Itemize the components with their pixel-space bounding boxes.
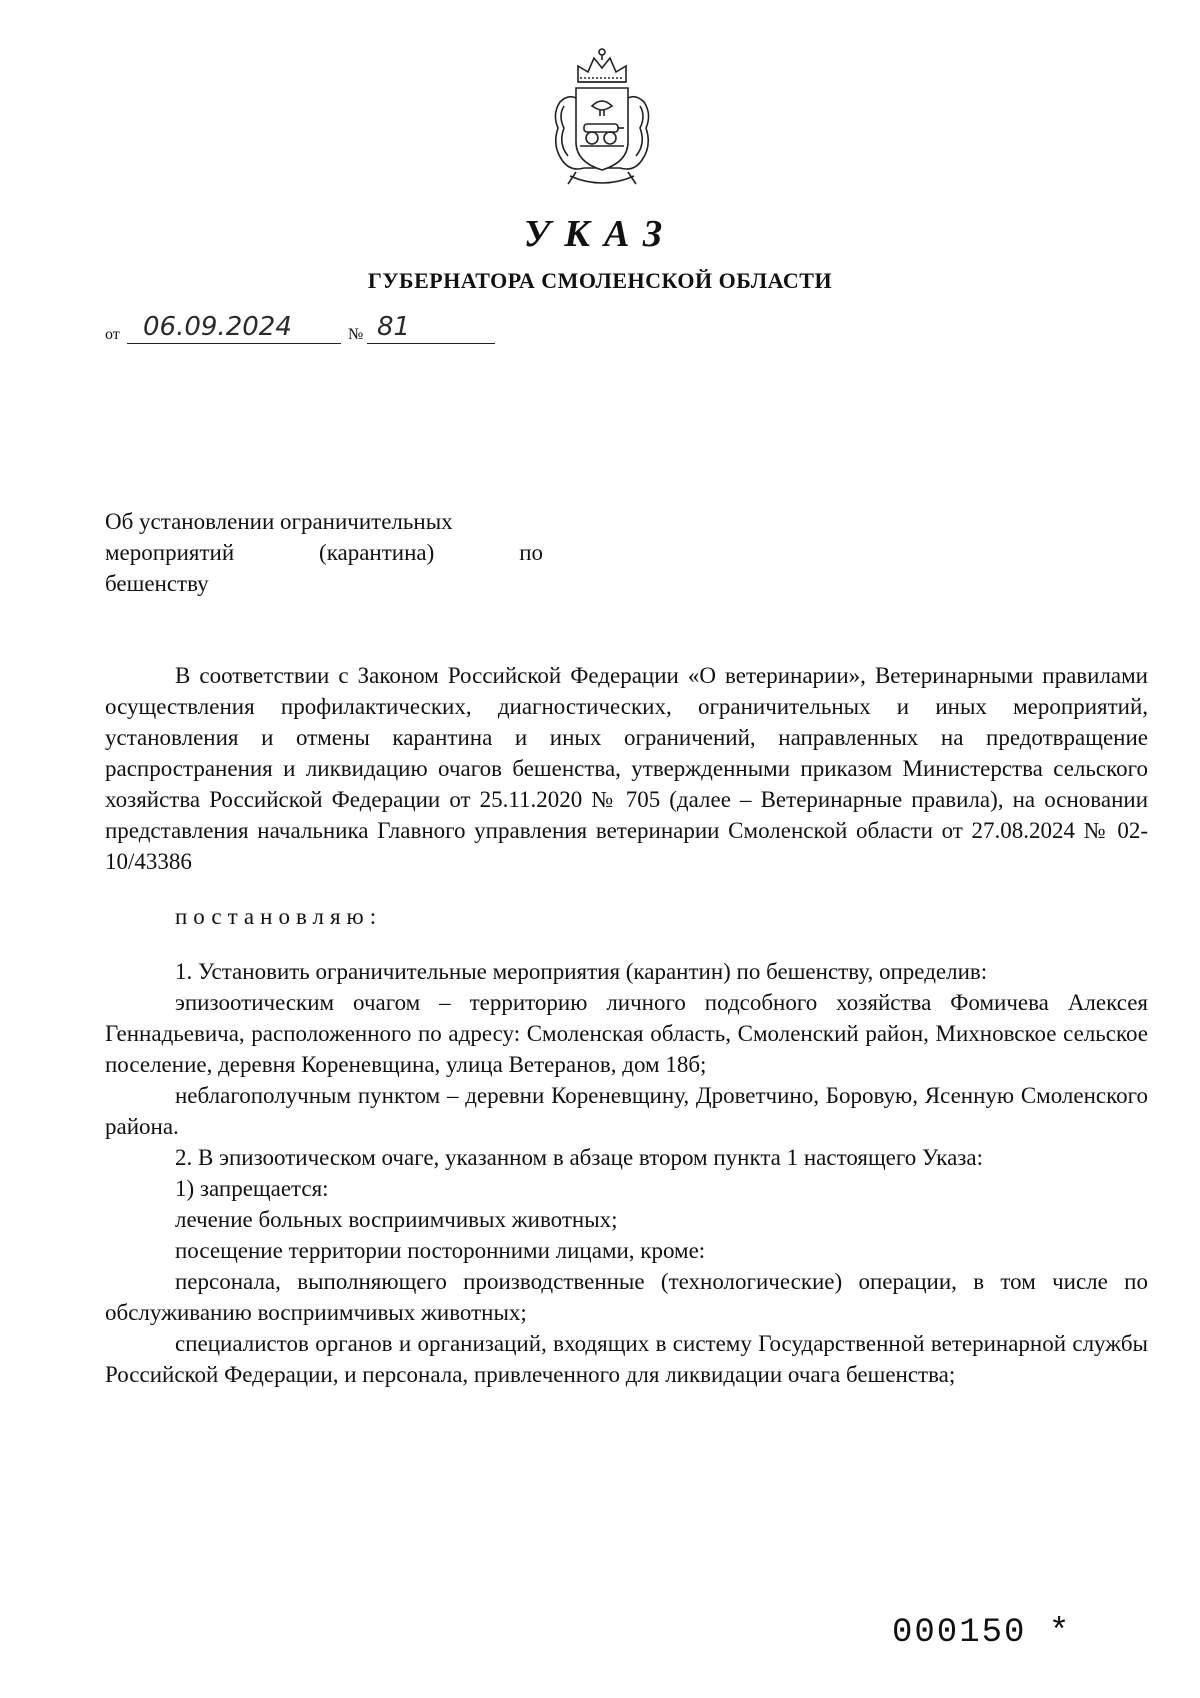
subject-line: мероприятий (карантина) по: [105, 540, 543, 565]
document-subject: [105, 506, 543, 599]
subject-line: Об установлении ограничительных: [105, 509, 453, 534]
document-subtitle: ГУБЕРНАТОРА СМОЛЕНСКОЙ ОБЛАСТИ: [367, 268, 833, 293]
preamble-paragraph: В соответствии с Законом Российской Федерации «О ветеринарии», Ветеринарными правилами осуществления профилактических, диагностических, ограничительных и иных мероприятий, установления и отмены карантина и иных ограничений, направленных на предотвращение распространения и ликвидацию очагов бешенства, утвержденными приказом Министерства сельского хозяйства Российской Федерации от 25.11.2020 № 705 (далее – Ветеринарные правила), на основании представления начальника Главного управления ветеринарии Смоленской области от 27.08.2024 № 02-10/43386: [105, 663, 1148, 874]
body-paragraph: 1) запрещается:: [175, 1176, 329, 1201]
handwritten-number: 81: [377, 312, 411, 342]
decree-word: постановляю:: [175, 904, 383, 929]
body-paragraph: 2. В эпизоотическом очаге, указанном в абзаце втором пункта 1 настоящего Указа:: [175, 1145, 983, 1170]
body-paragraph: посещение территории посторонними лицами, кроме:: [175, 1238, 706, 1263]
date-number-line: [105, 312, 545, 350]
body-paragraph: лечение больных восприимчивых животных;: [175, 1207, 618, 1232]
body-paragraph: эпизоотическим очагом – территорию личного подсобного хозяйства Фомичева Алексея Геннадьевича, расположенного по адресу: Смоленская область, Смоленский район, Михновское сельское поселение, деревня Кореневщина, улица Ветеранов, дом 18б;: [105, 990, 1148, 1077]
body-paragraph: персонала, выполняющего производственные (технологические) операции, в том числе по обслуживанию восприимчивых животных;: [105, 1269, 1148, 1325]
document-body: [105, 660, 1148, 1390]
smolensk-coat-of-arms-icon: [548, 44, 656, 192]
body-paragraph: 1. Установить ограничительные мероприятия (карантин) по бешенству, определив:: [175, 959, 988, 984]
form-serial-number: 000150 *: [892, 1614, 1072, 1652]
handwritten-date: 06.09.2024: [143, 312, 292, 342]
document-title: УКАЗ: [523, 213, 677, 255]
body-paragraph: неблагополучным пунктом – деревни Кореневщину, Дроветчино, Боровую, Ясенную Смоленского района.: [105, 1083, 1148, 1139]
body-paragraph: специалистов органов и организаций, входящих в систему Государственной ветеринарной службы Российской Федерации, и персонала, привлеченного для ликвидации очага бешенства;: [105, 1331, 1148, 1387]
from-label: от: [105, 326, 120, 343]
number-label: №: [348, 326, 364, 343]
subject-line: бешенству: [105, 571, 209, 596]
